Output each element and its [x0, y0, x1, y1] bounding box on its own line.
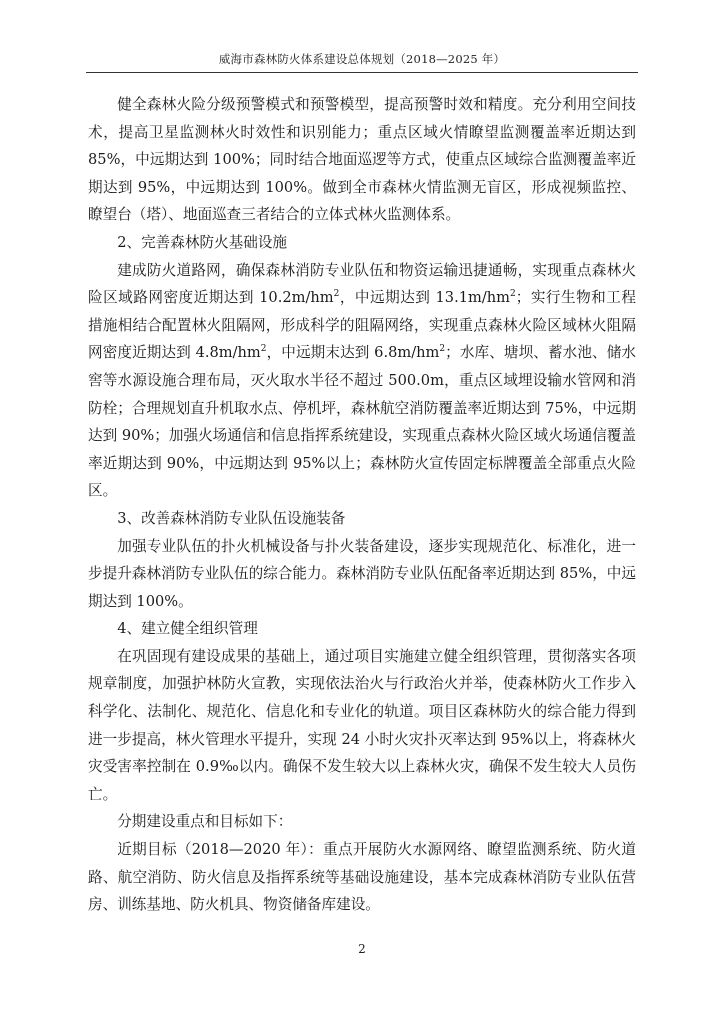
superscript: 2: [510, 289, 516, 300]
paragraph-monitoring: 健全森林火险分级预警模式和预警模型，提高预警时效和精度。充分利用空间技术，提高卫星监测林火时效性和识别能力；重点区域火情瞭望监测覆盖率近期达到 85%，中远期达到 100%；同时结合地面巡逻等方式，使重点区域综合监测覆盖率近期达到 95%，中远期达到 100%。做到全市森林火情监测无盲区，形成视频监控、瞭望台（塔）、地面巡查三者结合的立体式林火监测体系。: [88, 96, 636, 224]
superscript: 2: [260, 344, 267, 355]
superscript: 2: [333, 289, 340, 300]
paragraph-phases-intro: 分期建设重点和目标如下：: [117, 813, 293, 831]
text-segment: ，中远期末达到 6.8m/hm: [266, 344, 440, 362]
page-number: 2: [358, 942, 366, 956]
text-segment: ，中远期达到 13.1m/hm: [339, 289, 510, 307]
section-heading-4: 4、建立健全组织管理: [117, 620, 258, 638]
running-header: 威海市森林防火体系建设总体规划（2018—2025 年）: [218, 52, 506, 66]
text-segment: ；水库、塘坝、蓄水池、储水窖等水源设施合理布局，灭火取水半径不超过 500.0m，重点区域埋设输水管网和消防栓；合理规划直升机取水点、停机坪，森林航空消防覆盖率近期达到 75%，中远期达到 90%；加强火场通信和信息指挥系统建设，实现重点森林火险区域火场通信覆盖率近期达到 90%，中远期达到 95%以上；森林防火宣传固定标牌覆盖全部重点火险区。: [88, 344, 637, 500]
document-body: [88, 91, 636, 919]
header-rule: [86, 72, 638, 73]
paragraph-management: 在巩固现有建设成果的基础上，通过项目实施建立健全组织管理，贯彻落实各项规章制度，加强护林防火宣教，实现依法治火与行政治火并举，使森林防火工作步入科学化、法制化、规范化、信息化和专业化的轨道。项目区森林防火的综合能力得到进一步提高，林火管理水平提升，实现 24 小时火灾扑灭率达到 95%以上，将森林火灾受害率控制在 0.9‰以内。确保不发生较大以上森林火灾，确保不发生较大人员伤亡。: [88, 647, 636, 803]
section-heading-2: 2、完善森林防火基础设施: [117, 233, 288, 251]
paragraph-near-term-goal: 近期目标（2018—2020 年）：重点开展防火水源网络、瞭望监测系统、防火道路、航空消防、防火信息及指挥系统等基础设施建设，基本完成森林消防专业队伍营房、训练基地、防火机具、物资储备库建设。: [88, 841, 636, 914]
paragraph-equipment: 加强专业队伍的扑火机械设备与扑火装备建设，逐步实现规范化、标准化，进一步提升森林消防专业队伍的综合能力。森林消防专业队伍配备率近期达到 85%，中远期达到 100%。: [88, 537, 636, 610]
section-heading-3: 3、改善森林消防专业队伍设施装备: [117, 509, 346, 527]
text-segment: 建成防火道路网，确保森林消防专业队伍和物资运输迅捷通畅，实现重点森林火险区域路网密度近期达到 10.2m/hm: [88, 261, 636, 307]
paragraph-infrastructure: [88, 257, 636, 505]
text-segment: ；实行生物和工程措施相结合配置林火阻隔网，形成科学的阻隔网络，实现重点森林火险区域林火阻隔网密度近期达到 4.8m/hm: [88, 289, 636, 362]
superscript: 2: [439, 344, 446, 355]
